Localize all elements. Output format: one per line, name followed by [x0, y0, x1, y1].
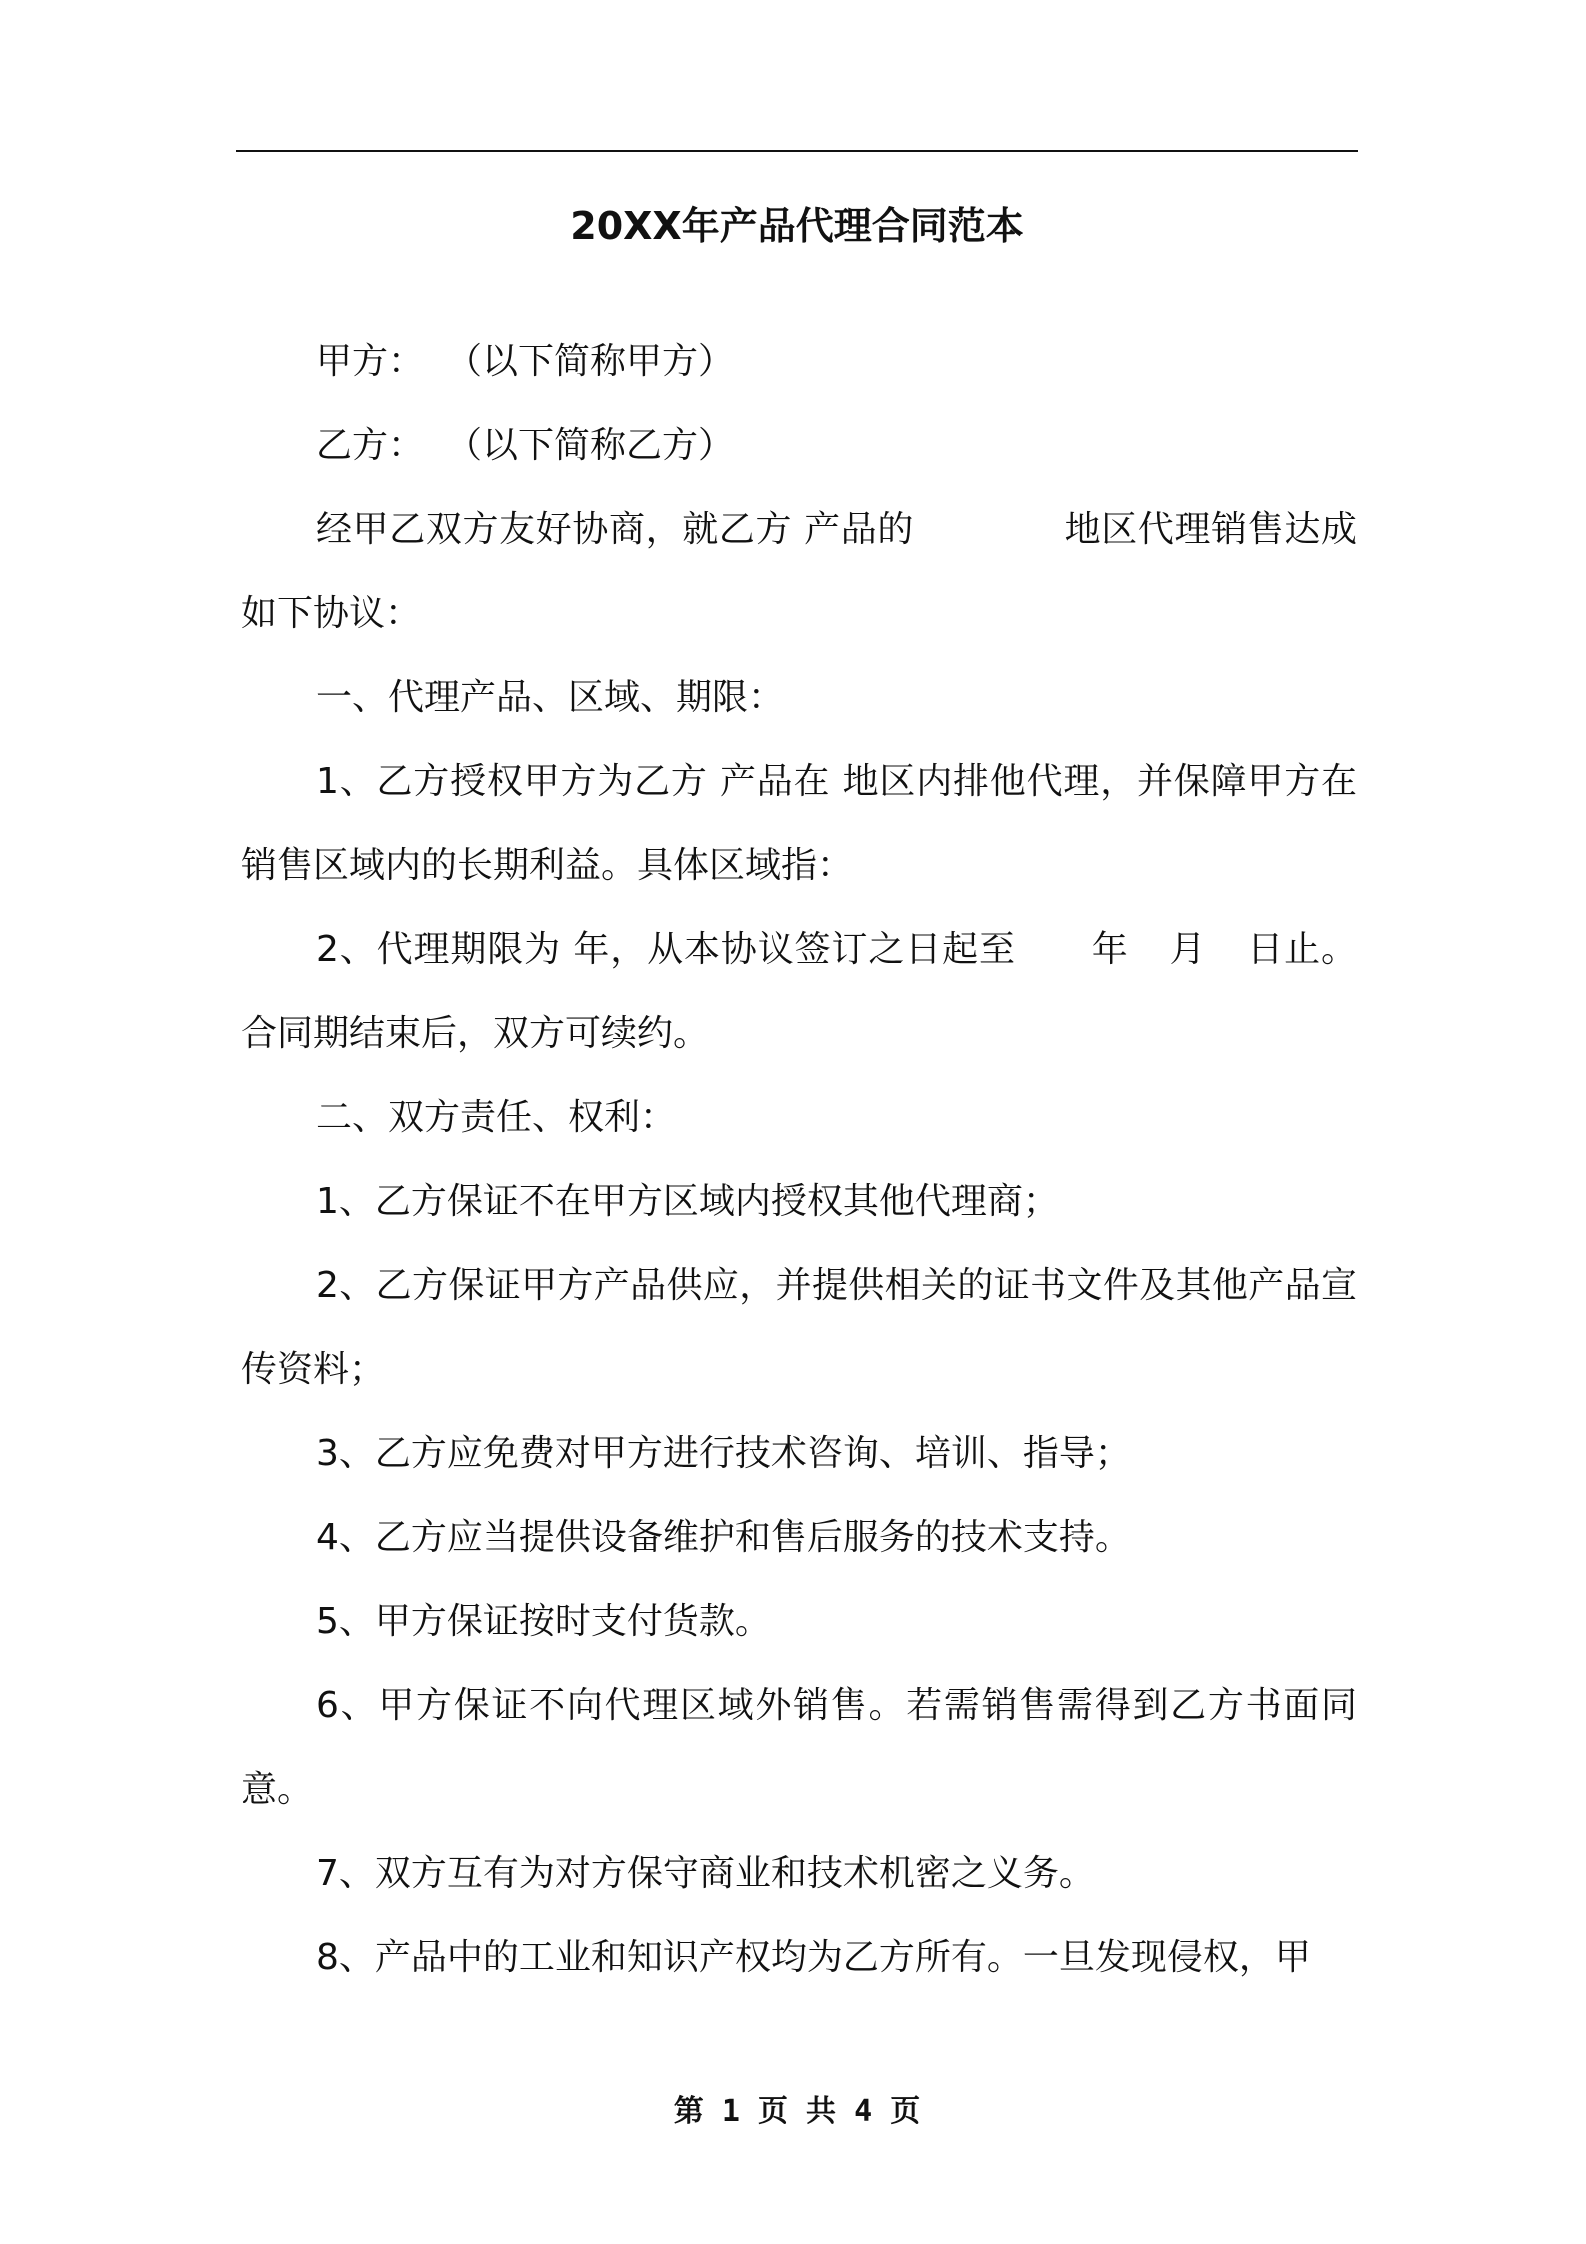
page-total: 4 [854, 2094, 873, 2129]
section2-item: 8、产品中的工业和知识产权均为乙方所有。一旦发现侵权，甲 [316, 1937, 1311, 1978]
section2-item: 5、甲方保证按时支付货款。 [316, 1601, 771, 1642]
section2-item: 7、双方互有为对方保守商业和技术机密之义务。 [316, 1853, 1095, 1894]
page-current: 1 [721, 2094, 740, 2129]
page-prefix: 第 [673, 2094, 704, 2129]
section2-item: 1、乙方保证不在甲方区域内授权其他代理商； [316, 1181, 1059, 1222]
intro-paragraph [241, 488, 1357, 656]
section2-item: 6、甲方保证不向代理区域外销售。若需销售需得到乙方书面同意。 [241, 1685, 1357, 1810]
section2-item: 3、乙方应免费对甲方进行技术咨询、培训、指导； [316, 1433, 1131, 1474]
document-body [241, 320, 1357, 2000]
party-b-line [241, 404, 1357, 488]
party-b-note: （以下简称乙方） [446, 425, 735, 466]
section1-heading: 一、代理产品、区域、期限： [316, 677, 785, 718]
item2-part1: 2、代理期限为 年，从本协议签订之日起至 [316, 929, 1016, 970]
page-number-footer [236, 2090, 1358, 2134]
item2-part2: 日止。合同期结束后，双方可续约。 [241, 929, 1357, 1054]
intro-part2: 地区代理销售达成如下协议： [241, 509, 1357, 634]
section2-item: 2、乙方保证甲方产品供应，并提供相关的证书文件及其他产品宣传资料； [241, 1265, 1357, 1390]
party-a-label: 甲方： [316, 341, 425, 382]
party-a-line [241, 320, 1357, 404]
header-rule [236, 150, 1358, 152]
item2-month: 月 [1168, 929, 1207, 970]
party-a-note: （以下简称甲方） [446, 341, 735, 382]
page-suffix: 页 [890, 2094, 921, 2129]
document-title: 20XX年产品代理合同范本 [570, 204, 1024, 248]
intro-part1: 经甲乙双方友好协商，就乙方 产品的 [316, 509, 915, 550]
section2-item: 4、乙方应当提供设备维护和售后服务的技术支持。 [316, 1517, 1131, 1558]
section1-item2 [241, 908, 1357, 1076]
item2-year: 年 [1090, 929, 1129, 970]
section2-heading: 二、双方责任、权利： [316, 1097, 677, 1138]
section1-item1: 1、乙方授权甲方为乙方 产品在 地区内排他代理，并保障甲方在销售区域内的长期利益。具体区域指： [241, 761, 1357, 886]
party-b-label: 乙方： [316, 425, 425, 466]
page-mid: 页 共 [757, 2094, 837, 2129]
